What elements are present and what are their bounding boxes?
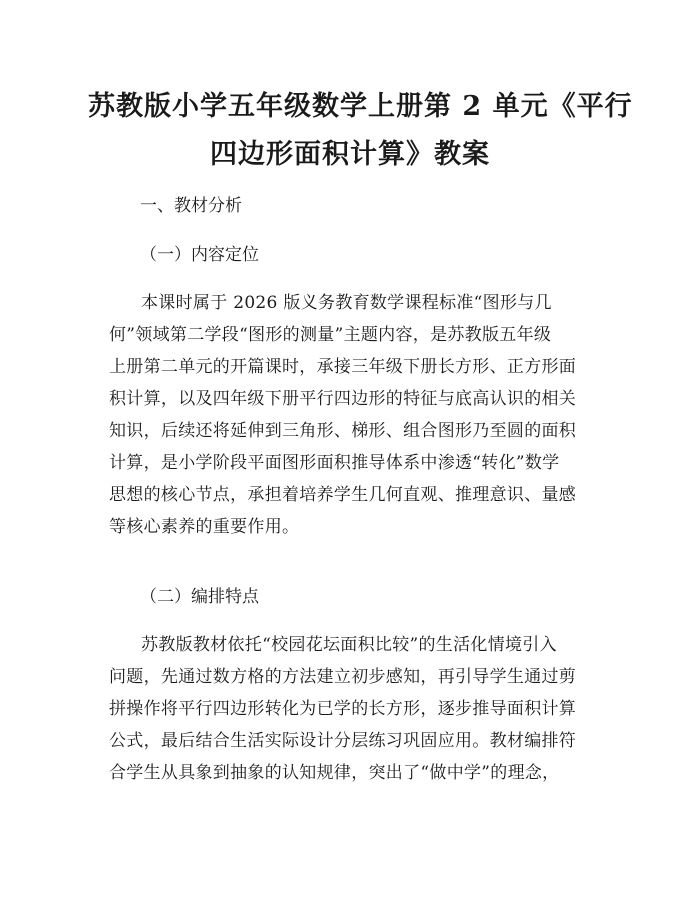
paragraph-line: 知识，后续还将延伸到三角形、梯形、组合图形乃至圆的面积 <box>109 421 577 441</box>
paragraph-line: 等核心素养的重要作用。 <box>109 517 300 537</box>
document-title-line-1: 苏教版小学五年级数学上册第 2 单元《平行 <box>88 91 633 122</box>
paragraph-line: 何”领域第二学段“图形的测量”主题内容，是苏教版五年级 <box>109 325 552 345</box>
section-heading-textbook-analysis: 一、教材分析 <box>140 196 242 216</box>
paragraph-line: 积计算，以及四年级下册平行四边形的特征与底高认识的相关 <box>109 389 577 409</box>
paragraph-line: 拼操作将平行四边形转化为已学的长方形，逐步推导面积计算 <box>109 699 577 719</box>
paragraph-line: 思想的核心节点，承担着培养学生几何直观、推理意识、量感 <box>109 485 577 505</box>
paragraph-line: 合学生从具象到抽象的认知规律，突出了“做中学”的理念， <box>109 763 560 783</box>
subsection-heading-content-positioning: （一）内容定位 <box>140 245 259 265</box>
subsection-heading-layout-features: （二）编排特点 <box>140 587 259 607</box>
paragraph-line: 公式，最后结合生活实际设计分层练习巩固应用。教材编排符 <box>109 731 577 751</box>
paragraph-line: 计算，是小学阶段平面图形面积推导体系中渗透“转化”数学 <box>109 453 560 473</box>
paragraph-line: 本课时属于 2026 版义务教育数学课程标准“图形与几 <box>141 293 552 313</box>
paragraph-line: 上册第二单元的开篇课时，承接三年级下册长方形、正方形面 <box>109 357 577 377</box>
paragraph-line: 问题，先通过数方格的方法建立初步感知，再引导学生通过剪 <box>109 667 577 687</box>
paragraph-line: 苏教版教材依托“校园花坛面积比较”的生活化情境引入 <box>141 635 557 655</box>
document-title-line-2: 四边形面积计算》教案 <box>210 139 490 170</box>
